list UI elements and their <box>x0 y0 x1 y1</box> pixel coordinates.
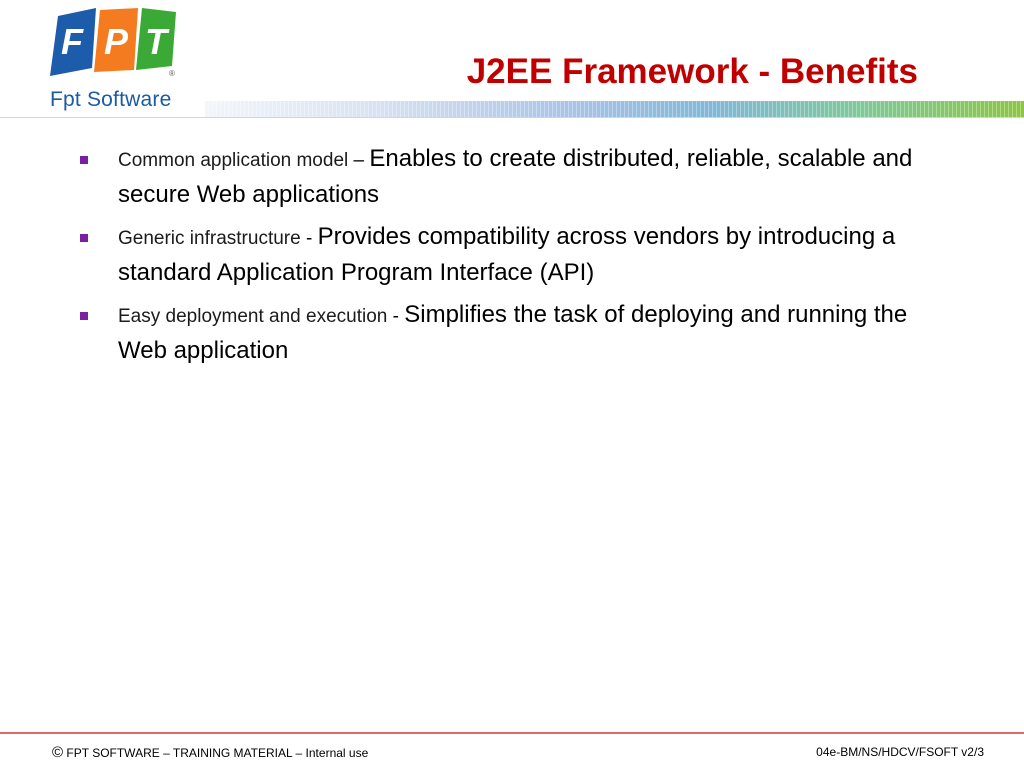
logo-tile-t <box>136 8 176 70</box>
logo-letter-f: F <box>61 21 83 62</box>
bullet-term: Generic infrastructure <box>118 228 301 249</box>
bullet-separator: – <box>348 150 370 171</box>
bullet-description: Provides compatibility across vendors by introducing a standard Application Program Interface (API) <box>118 223 896 286</box>
bullet-square-icon <box>80 156 88 164</box>
registered-mark: ® <box>169 69 175 78</box>
logo-tile-f <box>50 8 96 76</box>
bullet-separator: - <box>387 306 405 327</box>
bullet-item <box>78 142 928 212</box>
bullet-term: Common application model <box>118 150 349 171</box>
bullet-item <box>78 298 928 368</box>
bullet-term: Easy deployment and execution <box>118 306 388 327</box>
copyright-symbol: © <box>52 744 64 761</box>
logo-tile-p <box>94 8 138 72</box>
bullet-description: Simplifies the task of deploying and running the Web application <box>118 301 908 364</box>
slide-title: J2EE Framework - Benefits <box>466 52 918 91</box>
footer-copyright <box>52 744 368 761</box>
bullet-separator: - <box>300 228 318 249</box>
fpt-logo-icon <box>48 6 180 80</box>
logo-letter-t: T <box>145 21 167 62</box>
bullet-list <box>78 142 928 376</box>
header-decorative-stripe <box>205 101 1024 117</box>
footer-divider <box>0 732 1024 734</box>
footer-document-code: 04e-BM/NS/HDCV/FSOFT v2/3 <box>816 745 984 759</box>
bullet-description: Enables to create distributed, reliable, scalable and secure Web applications <box>118 145 913 208</box>
header-divider <box>0 117 1024 118</box>
bullet-item <box>78 220 928 290</box>
bullet-square-icon <box>80 234 88 242</box>
company-name: Fpt Software <box>50 88 172 111</box>
logo-letter-p: P <box>103 21 129 62</box>
bullet-square-icon <box>80 312 88 320</box>
footer-left-text: FPT SOFTWARE – TRAINING MATERIAL – Internal use <box>66 746 369 760</box>
fpt-logo <box>48 6 180 116</box>
